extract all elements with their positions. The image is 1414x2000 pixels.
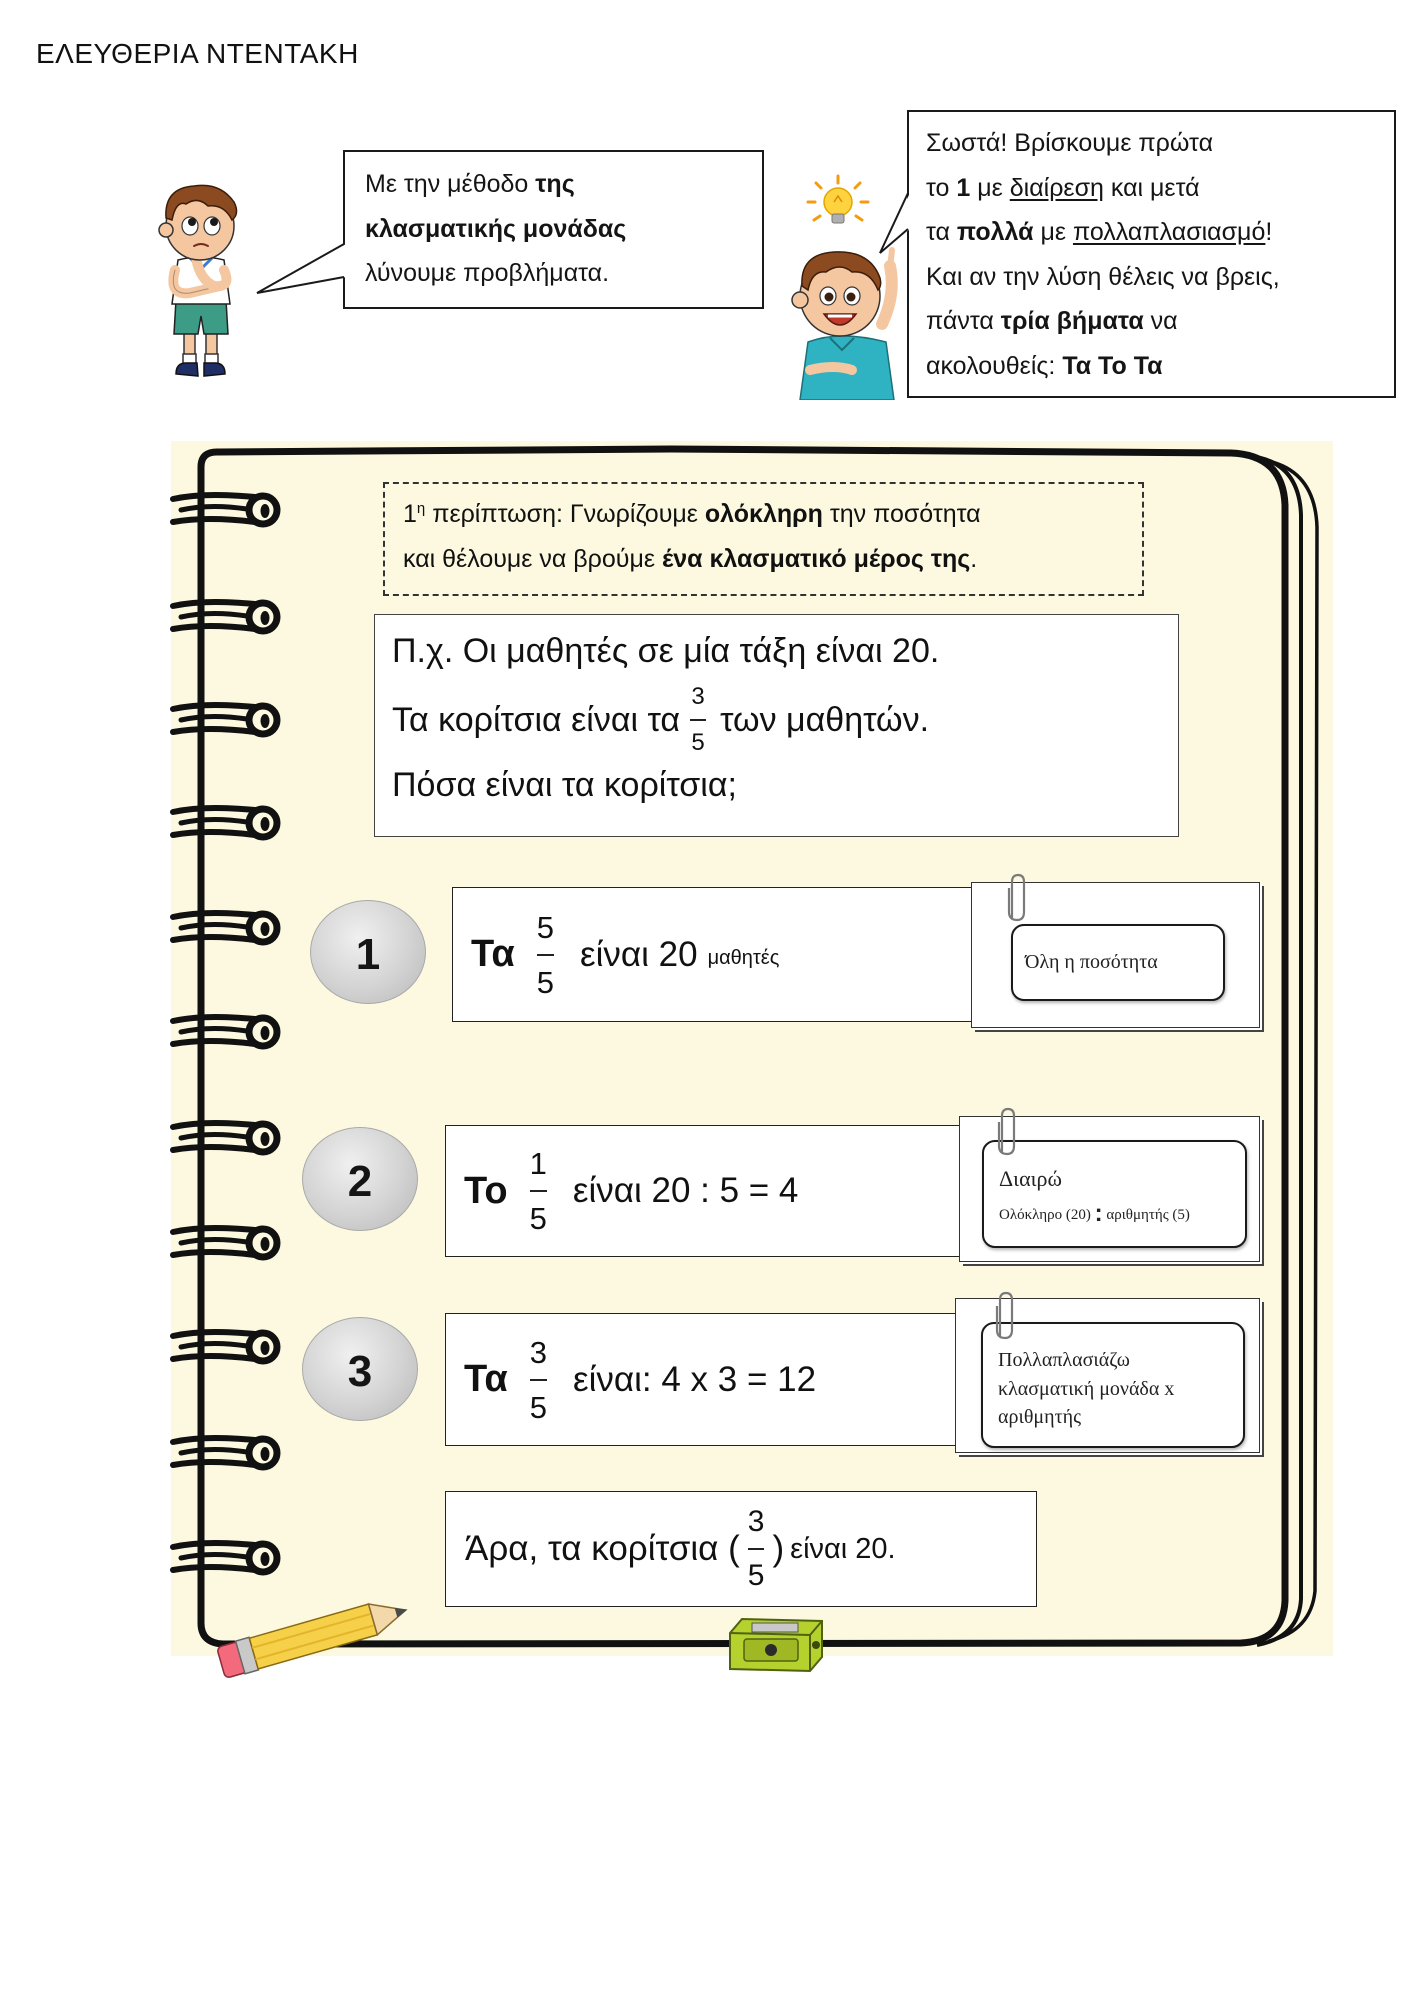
speech-bubble-right <box>907 110 1396 398</box>
case-ordinal: η <box>416 500 426 517</box>
step-article: Τα <box>471 933 515 975</box>
bubble-line <box>926 166 1394 211</box>
sharpener-icon <box>722 1613 830 1675</box>
bubble-text: λύνουμε προβλήματα. <box>365 259 610 287</box>
step-box <box>445 1125 964 1257</box>
spiral-ring <box>173 705 277 734</box>
bubble-line <box>365 162 762 207</box>
bubble-line <box>926 121 1394 166</box>
fraction-denominator: 5 <box>529 1389 548 1425</box>
fraction-numerator: 5 <box>536 909 555 945</box>
fraction-denominator: 5 <box>747 1559 765 1592</box>
fraction-numerator: 3 <box>747 1505 765 1538</box>
note-title: Όλη η ποσότητα <box>1025 951 1158 973</box>
paperclip-icon <box>992 1290 1016 1342</box>
step-box <box>452 887 972 1022</box>
bubble-bold-text: Τα Το Τα <box>1062 351 1163 380</box>
bubble-text: ! <box>1265 218 1273 246</box>
bubble-line <box>926 299 1394 344</box>
bubble-text: να <box>1143 307 1178 335</box>
bubble-text: Σωστά! Βρίσκουμε πρώτα <box>926 129 1214 157</box>
spiral-ring <box>173 602 277 631</box>
bubble-line <box>926 255 1394 300</box>
case-line <box>403 492 1142 537</box>
fraction-bar <box>690 719 706 721</box>
fraction-bar <box>748 1548 765 1550</box>
author-name: ΕΛΕΥΘΕΡΙΑ ΝΤΕΝΤΑΚΗ <box>36 38 359 69</box>
bubble-bold-text: κλασματικής μονάδας <box>365 214 627 243</box>
step-number: 2 <box>347 1157 373 1206</box>
bubble-bold-text: 1 <box>956 173 971 202</box>
step-text: είναι 20 <box>580 934 698 974</box>
note-label <box>1011 924 1225 1001</box>
step-number-badge <box>310 900 426 1004</box>
note-text: Ολόκληρο (20) <box>999 1207 1091 1223</box>
fraction-bar <box>537 954 554 956</box>
paperclip-icon <box>994 1106 1018 1158</box>
fraction-bar <box>530 1190 547 1192</box>
case-text: την ποσότητα <box>822 500 981 528</box>
bubble-text: τα <box>926 218 957 246</box>
case-description <box>383 482 1144 596</box>
note-text: αριθμητής (5) <box>1106 1207 1190 1223</box>
step-article: Τα <box>464 1358 508 1400</box>
bubble-text: με <box>1033 218 1073 246</box>
step-unit: μαθητές <box>707 947 780 969</box>
fraction <box>690 685 706 755</box>
spiral-ring <box>173 1438 277 1467</box>
fraction <box>529 1334 548 1425</box>
note-title: Διαιρώ <box>999 1166 1062 1191</box>
conclusion-paren: ) <box>772 1529 785 1568</box>
fraction-denominator: 5 <box>691 729 705 756</box>
example-line <box>392 762 737 808</box>
paperclip-icon <box>1004 872 1028 924</box>
fraction-numerator: 3 <box>529 1334 548 1370</box>
lightbulb-icon <box>808 176 868 223</box>
spiral-ring <box>173 495 277 524</box>
fraction <box>536 909 555 1000</box>
speech-bubble-left-tail <box>255 238 347 298</box>
fraction-denominator: 5 <box>529 1201 547 1236</box>
spiral-ring <box>173 1543 277 1572</box>
bubble-text: με <box>970 173 1010 202</box>
bubble-text: το <box>926 173 957 202</box>
example-line <box>392 628 939 674</box>
bubble-text: ακολουθείς: <box>926 351 1063 380</box>
step-number: 3 <box>347 1347 373 1396</box>
fraction-denominator: 5 <box>536 964 555 1000</box>
bubble-bold-text: πολλά <box>956 218 1034 246</box>
step-number: 1 <box>355 930 381 979</box>
conclusion-text: Άρα, τα κορίτσια ( <box>465 1529 740 1568</box>
note-text: κλασματική μονάδα x <box>998 1377 1175 1400</box>
conclusion-box <box>445 1491 1037 1607</box>
bubble-line <box>926 344 1394 389</box>
step-article: Το <box>464 1169 508 1212</box>
bubble-line <box>365 207 762 252</box>
note-text: αριθμητής <box>998 1406 1082 1428</box>
thinking-boy-icon <box>128 174 270 386</box>
fraction <box>748 1507 765 1591</box>
bubble-text: πάντα <box>926 307 1001 335</box>
note-title: Πολλαπλασιάζω <box>998 1349 1130 1371</box>
case-bold-text: ένα κλασματικό μέρος της <box>661 545 971 573</box>
example-line <box>392 683 930 756</box>
fraction <box>530 1148 547 1234</box>
fraction-bar <box>530 1379 547 1381</box>
case-text: . <box>970 545 978 573</box>
bubble-underlined-text: πολλαπλασιασμό <box>1072 218 1266 246</box>
spiral-ring <box>173 1228 277 1257</box>
spiral-ring <box>173 1017 277 1046</box>
spiral-ring <box>173 913 277 942</box>
spiral-ring <box>173 1332 277 1361</box>
example-text: των μαθητών. <box>720 700 930 739</box>
conclusion-text: είναι 20. <box>790 1532 896 1565</box>
case-number: 1 <box>403 500 417 528</box>
fraction-numerator: 3 <box>691 683 705 710</box>
step-box <box>445 1313 956 1446</box>
spiral-ring <box>173 1123 277 1152</box>
example-question: Πόσα είναι τα κορίτσια; <box>392 765 737 804</box>
case-text: και θέλουμε να βρούμε <box>403 545 662 573</box>
note-line <box>999 1202 1245 1225</box>
bubble-bold-text: τρία βήματα <box>1000 307 1144 335</box>
pencil-icon <box>205 1580 425 1690</box>
bubble-line <box>365 251 762 296</box>
step-number-badge <box>302 1317 418 1421</box>
note-label <box>981 1322 1245 1448</box>
bubble-bold-text: της <box>535 170 575 198</box>
case-line <box>403 537 1142 582</box>
example-text: Π.χ. Οι μαθητές σε μία τάξη είναι 20. <box>392 631 940 670</box>
bubble-line <box>926 210 1394 255</box>
step-text: είναι 20 : 5 = 4 <box>572 1171 799 1210</box>
example-text: Τα κορίτσια είναι τα <box>392 700 681 739</box>
case-text: περίπτωση: Γνωρίζουμε <box>425 500 705 528</box>
bubble-text: Και αν την λύση θέλεις να βρεις, <box>926 262 1280 291</box>
step-text: είναι: 4 x 3 = 12 <box>573 1359 817 1399</box>
spiral-ring <box>173 808 277 837</box>
fraction-numerator: 1 <box>529 1146 547 1181</box>
example-problem <box>374 614 1179 837</box>
bubble-text: Με την μέθοδο <box>365 170 536 198</box>
step-number-badge <box>302 1127 418 1231</box>
case-bold-text: ολόκληρη <box>704 500 823 528</box>
note-label <box>982 1140 1247 1248</box>
bubble-text: και μετά <box>1103 173 1200 202</box>
speech-bubble-left <box>343 150 764 309</box>
note-separator: : <box>1094 1200 1103 1227</box>
speech-bubble-right-tail <box>878 190 912 256</box>
bubble-underlined-text: διαίρεση <box>1009 173 1104 202</box>
